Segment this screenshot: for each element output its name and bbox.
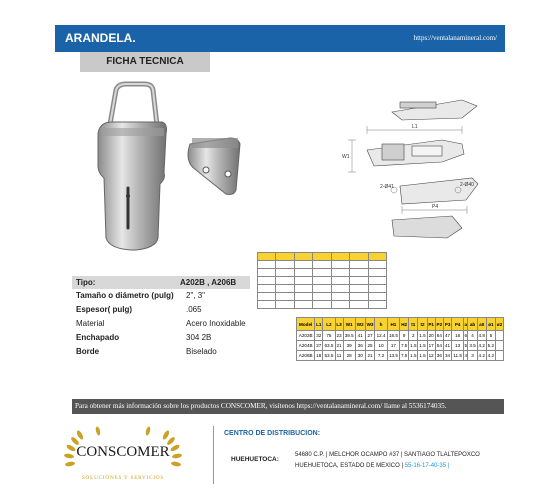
spec-label: Espesor( pulg): [76, 305, 133, 314]
conscomer-logo: [58, 425, 188, 487]
spec-table: [72, 276, 250, 359]
table-header-cell: h: [375, 318, 387, 331]
spec-value: 2", 3": [186, 291, 206, 300]
spec-label: Material: [76, 319, 105, 328]
table-row: [297, 331, 504, 341]
table-cell: 3.5: [468, 341, 477, 351]
table-cell: 7.2: [375, 351, 387, 361]
table-header-cell: L1: [315, 318, 323, 331]
table-cell: 41: [443, 341, 451, 351]
logo-name: CONSCOMER: [76, 444, 170, 460]
table-cell: 12: [427, 351, 435, 361]
ficha-tecnica-label: FICHA TECNICA: [80, 52, 210, 72]
table-header-cell: ab: [468, 318, 477, 331]
table-cell: 30: [355, 351, 365, 361]
table-header-cell: L3: [335, 318, 343, 331]
table-cell: 6: [464, 331, 468, 341]
svg-text:P4: P4: [432, 204, 439, 210]
table-row: [297, 341, 504, 351]
table-cell: 53.5: [323, 351, 335, 361]
table-cell: 32: [315, 331, 323, 341]
spec-value: .065: [186, 305, 202, 314]
table-header-cell: t1: [409, 318, 418, 331]
header-url-link[interactable]: https://ventalanamineral.com/: [413, 34, 497, 42]
spec-row: [72, 317, 250, 331]
spec-value: Acero Inoxidable: [186, 319, 246, 328]
table-cell: 18: [315, 351, 323, 361]
phone-link[interactable]: 55-16-17-40-35 |: [403, 463, 450, 469]
table-cell: A202B: [297, 331, 315, 341]
spec-row: [72, 303, 250, 317]
table-cell: 11: [335, 351, 343, 361]
table-cell: 1.5: [418, 331, 427, 341]
dimension-table: [296, 317, 504, 361]
table-header-cell: a0: [477, 318, 486, 331]
svg-text:W1: W1: [342, 154, 350, 160]
table-cell: 39: [343, 341, 355, 351]
table-cell: 21: [365, 351, 375, 361]
table-cell: 39.5: [343, 331, 355, 341]
info-bar: Para obtener más información sobre los productos CONSCOMER, visítenos https://ventalanamineral.com/ llame al 5536174035.: [72, 399, 504, 414]
table-row: [297, 351, 504, 361]
table-cell: 4: [464, 351, 468, 361]
svg-text:2-Ø41: 2-Ø41: [380, 184, 394, 190]
technical-drawing: [282, 80, 502, 248]
table-cell: 4.2: [477, 341, 486, 351]
table-cell: 36: [435, 351, 443, 361]
table-cell: 28: [343, 351, 355, 361]
table-cell: 1.5: [409, 341, 418, 351]
header-bar: [55, 25, 505, 52]
spec-label: Borde: [76, 347, 100, 356]
table-cell: 25: [365, 341, 375, 351]
table-cell: 21: [335, 341, 343, 351]
table-cell: 64: [435, 331, 443, 341]
table-cell: 17: [387, 341, 399, 351]
address-line-1: 54680 C.P. | MELCHOR OCAMPO #37 | SANTIAGO TLALTEPOXCO: [295, 452, 480, 458]
table-cell: 54: [435, 341, 443, 351]
address-line-2: [295, 463, 449, 469]
logo-tagline: SOLUCIONES Y SERVICIOS: [81, 475, 165, 481]
table-cell: 1.5: [409, 351, 418, 361]
table-header-cell: ø1: [486, 318, 495, 331]
city-label: HUEHUETOCA:: [231, 456, 279, 463]
spec-value: 304 2B: [186, 333, 212, 342]
address-line-2-text: HUEHUETOCA, ESTADO DE MEXICO |: [295, 463, 404, 469]
tipo-label: Tipo:: [76, 278, 96, 287]
spec-header-row: [72, 276, 250, 289]
spec-label: Enchapado: [76, 333, 120, 342]
table-cell: 7.5: [400, 351, 409, 361]
product-photo: [80, 78, 250, 268]
table-cell: 63.5: [323, 341, 335, 351]
table-cell: 27: [315, 341, 323, 351]
table-cell: 10: [375, 341, 387, 351]
table-cell: 18.5: [387, 331, 399, 341]
footer-divider: [213, 426, 214, 484]
table-header-cell: W2: [355, 318, 365, 331]
table-cell: 20: [427, 331, 435, 341]
table-cell: 5: [464, 341, 468, 351]
svg-text:L1: L1: [412, 124, 418, 130]
table-cell: 9: [400, 331, 409, 341]
table-cell: 47: [443, 331, 451, 341]
table-cell: 3: [468, 351, 477, 361]
table-cell: 12.4: [375, 331, 387, 341]
table-cell: 34: [443, 351, 451, 361]
table-cell: 23: [335, 331, 343, 341]
table-header-cell: Model: [297, 318, 315, 331]
table-cell: 7.5: [400, 341, 409, 351]
table-cell: [495, 331, 503, 341]
spec-row: [72, 345, 250, 359]
table-header-cell: W1: [343, 318, 355, 331]
table-header-cell: H2: [400, 318, 409, 331]
table-cell: 17: [427, 341, 435, 351]
table-header-cell: t2: [418, 318, 427, 331]
small-dimension-table: [257, 252, 387, 309]
table-cell: 75: [323, 331, 335, 341]
page-title: ARANDELA.: [65, 31, 136, 45]
table-cell: [495, 351, 503, 361]
table-cell: 41: [355, 331, 365, 341]
table-header-cell: H1: [387, 318, 399, 331]
spec-row: [72, 331, 250, 345]
table-header-cell: L2: [323, 318, 335, 331]
table-header-cell: W3: [365, 318, 375, 331]
table-cell: 5.2: [486, 341, 495, 351]
table-header-row: [297, 318, 504, 331]
table-cell: 5: [486, 331, 495, 341]
table-cell: 36: [355, 341, 365, 351]
table-cell: 1.5: [418, 341, 427, 351]
table-cell: 4: [468, 331, 477, 341]
table-header-cell: P3: [443, 318, 451, 331]
table-cell: [495, 341, 503, 351]
table-cell: 11.5: [452, 351, 464, 361]
tipo-value: A202B , A206B: [180, 278, 237, 287]
table-cell: 4.2: [477, 351, 486, 361]
table-cell: 27: [365, 331, 375, 341]
table-cell: A206B: [297, 351, 315, 361]
table-header-cell: P2: [435, 318, 443, 331]
table-cell: 13.5: [387, 351, 399, 361]
table-header-cell: P1: [427, 318, 435, 331]
table-header-cell: a: [464, 318, 468, 331]
spec-value: Biselado: [186, 347, 217, 356]
table-cell: 4.8: [477, 331, 486, 341]
table-cell: A204B: [297, 341, 315, 351]
table-header-cell: P4: [452, 318, 464, 331]
spec-row: [72, 289, 250, 303]
table-cell: 13: [452, 341, 464, 351]
table-cell: 4.2: [486, 351, 495, 361]
svg-text:2-Ø40: 2-Ø40: [460, 182, 474, 188]
table-cell: 16: [452, 331, 464, 341]
table-cell: 2: [409, 331, 418, 341]
table-cell: 1.5: [418, 351, 427, 361]
table-header-cell: ø2: [495, 318, 503, 331]
spec-label: Tamaño o diámetro (pulg): [76, 291, 174, 300]
distribution-heading: CENTRO DE DISTRIBUCION:: [224, 430, 321, 437]
